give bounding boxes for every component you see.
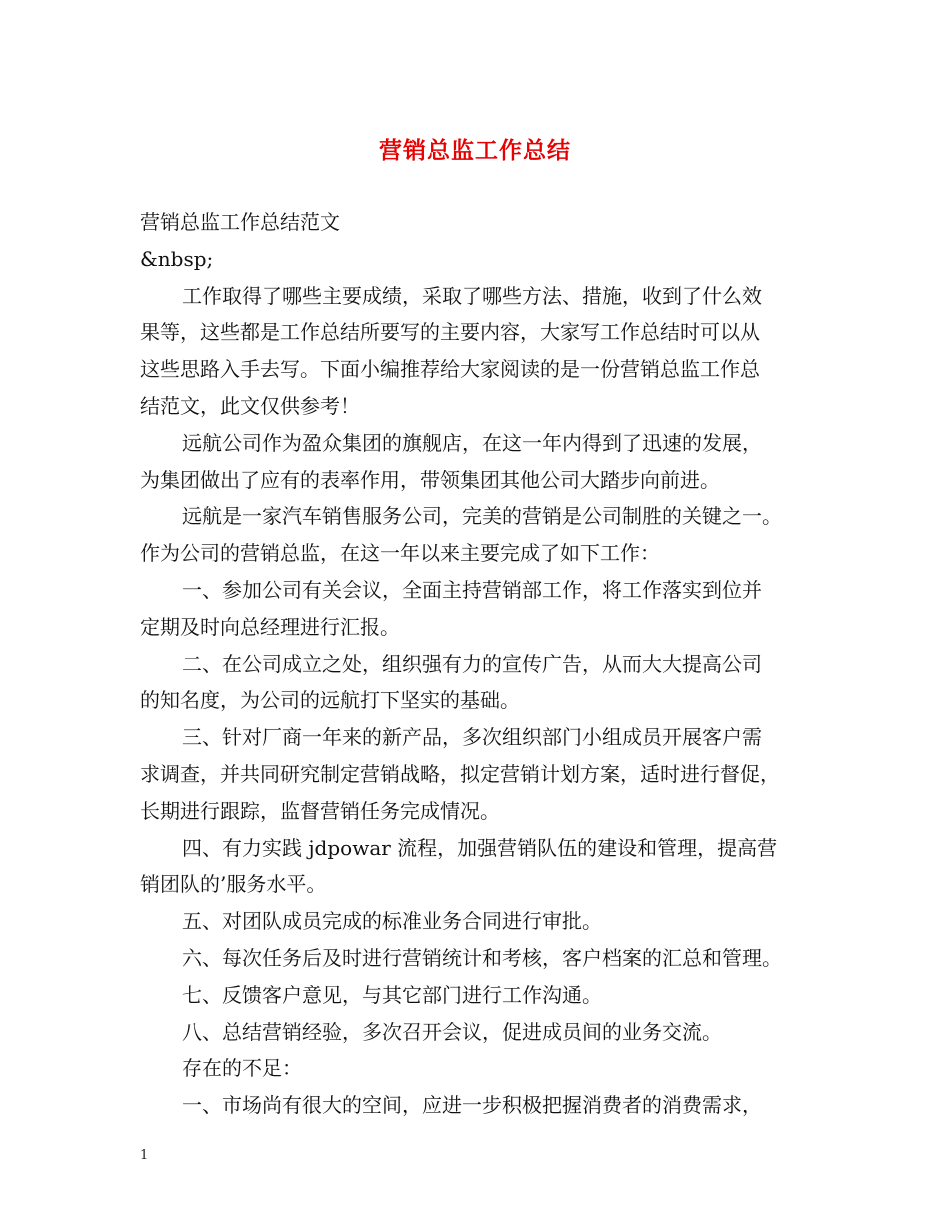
paragraph-line: 销团队的’服务水平。	[140, 872, 327, 897]
paragraph-line: 八、总结营销经验，多次召开会议，促进成员间的业务交流。	[182, 1019, 722, 1044]
paragraph-line: 二、在公司成立之处，组织强有力的宣传广告，从而大大提高公司	[182, 651, 762, 676]
paragraph-line: &nbsp;	[140, 246, 214, 271]
paragraph-line: 远航公司作为盈众集团的旗舰店，在这一年内得到了迅速的发展，	[182, 430, 762, 455]
paragraph-line: 这些思路入手去写。下面小编推荐给大家阅读的是一份营销总监工作总	[140, 357, 760, 382]
paragraph-line: 果等，这些都是工作总结所要写的主要内容，大家写工作总结时可以从	[140, 320, 760, 345]
paragraph-line: 存在的不足：	[182, 1056, 302, 1081]
document-title: 营销总监工作总结	[379, 137, 571, 164]
paragraph-line: 为集团做出了应有的表率作用，带领集团其他公司大踏步向前进。	[140, 467, 720, 492]
paragraph-line: 四、有力实践 jdpowar 流程，加强营销队伍的建设和管理，提高营	[182, 835, 778, 860]
paragraph-line: 六、每次任务后及时进行营销统计和考核，客户档案的汇总和管理。	[182, 945, 782, 970]
paragraph-line: 结范文，此文仅供参考！	[140, 393, 360, 418]
paragraph-line: 远航是一家汽车销售服务公司，完美的营销是公司制胜的关键之一。	[182, 504, 782, 529]
paragraph-line: 七、反馈客户意见，与其它部门进行工作沟通。	[182, 982, 602, 1007]
paragraph-line: 的知名度，为公司的远航打下坚实的基础。	[140, 688, 520, 713]
paragraph-line: 作为公司的营销总监，在这一年以来主要完成了如下工作：	[140, 541, 660, 566]
paragraph-line: 五、对团队成员完成的标准业务合同进行审批。	[182, 909, 602, 934]
paragraph-line: 一、市场尚有很大的空间，应进一步积极把握消费者的消费需求，	[182, 1093, 762, 1118]
paragraph-line: 定期及时向总经理进行汇报。	[140, 614, 400, 639]
page-number: 1	[140, 1148, 149, 1163]
paragraph-line: 长期进行跟踪，监督营销任务完成情况。	[140, 798, 500, 823]
paragraph-line: 工作取得了哪些主要成绩，采取了哪些方法、措施，收到了什么效	[182, 283, 762, 308]
paragraph-line: 三、针对厂商一年来的新产品，多次组织部门小组成员开展客户需	[182, 725, 762, 750]
paragraph-line: 一、参加公司有关会议，全面主持营销部工作，将工作落实到位并	[182, 577, 762, 602]
paragraph-line: 求调查，并共同研究制定营销战略，拟定营销计划方案，适时进行督促，	[140, 761, 780, 786]
document-body	[140, 204, 830, 1124]
paragraph-line: 营销总监工作总结范文	[140, 210, 340, 234]
